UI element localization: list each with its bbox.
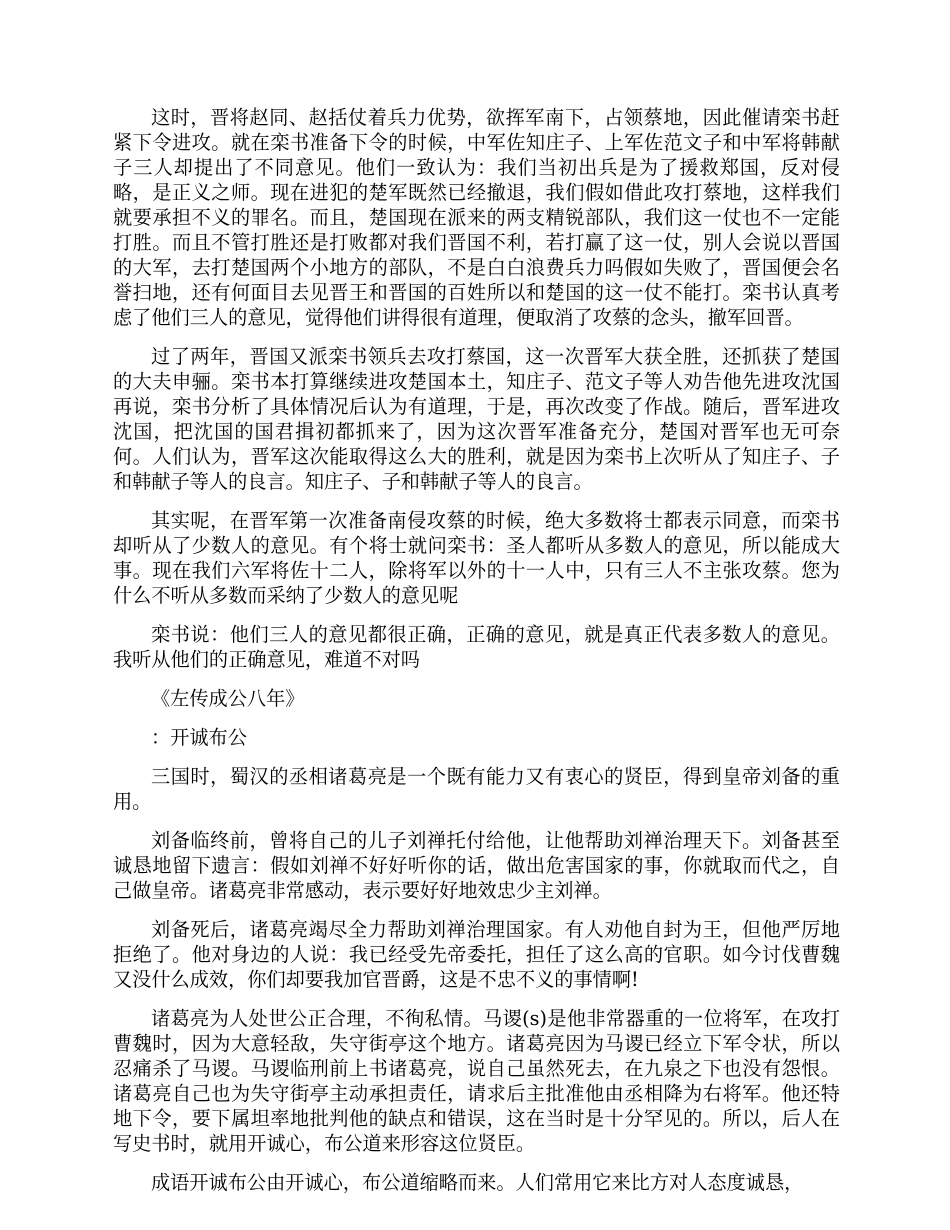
paragraph-7: 刘备死后，诸葛亮竭尽全力帮助刘禅治理国家。有人劝他自封为王，但他严厉地拒绝了。他对身边的人说：我已经受先帝委托，担任了这么高的官职。如今讨伐曹魏又没什么成效，你们却要我加官晋爵，这是不忠不义的事情啊! bbox=[113, 918, 840, 991]
paragraph-1: 这时，晋将赵同、赵括仗着兵力优势，欲挥军南下，占领蔡地，因此催请栾书赶紧下令进攻。就在栾书准备下令的时候，中军佐知庄子、上军佐范文子和中军将韩献子三人却提出了不同意见。他们一致认为：我们当初出兵是为了援救郑国，反对侵略，是正义之师。现在进犯的楚军既然已经撤退，我们假如借此攻打蔡地，这样我们就要承担不义的罪名。而且，楚国现在派来的两支精锐部队，我们这一仗也不一定能打胜。而且不管打胜还是打败都对我们晋国不利，若打赢了这一仗，别人会说以晋国的大军，去打楚国两个小地方的部队，不是白白浪费兵力吗假如失败了，晋国便会名誉扫地，还有何面目去见晋王和晋国的百姓所以和楚国的这一仗不能打。栾书认真考虑了他们三人的意见，觉得他们讲得很有道理，便取消了攻蔡的念头，撤军回晋。 bbox=[113, 106, 840, 329]
paragraph-6: 刘备临终前，曾将自己的儿子刘禅托付给他，让他帮助刘禅治理天下。刘备甚至诚恳地留下遗言：假如刘禅不好好听你的话，做出危害国家的事，你就取而代之，自己做皇帝。诸葛亮非常感动，表示要好好地效忠少主刘禅。 bbox=[113, 829, 840, 902]
section-heading: ：开诚布公 bbox=[151, 726, 247, 749]
paragraph-9: 成语开诚布公由开诚心，布公道缩略而来。人们常用它来比方对人态度诚恳， bbox=[151, 1171, 804, 1194]
paragraph-4: 栾书说：他们三人的意见都很正确，正确的意见，就是真正代表多数人的意见。我听从他们的正确意见，难道不对吗 bbox=[113, 623, 840, 671]
paragraph-8: 诸葛亮为人处世公正合理，不徇私情。马谡(s)是他非常器重的一位将军，在攻打曹魏时，因为大意轻敌，失守街亭这个地方。诸葛亮因为马谡已经立下军令状，所以忍痛杀了马谡。马谡临刑前上书诸葛亮，说自己虽然死去，在九泉之下也没有怨恨。诸葛亮自己也为失守街亭主动承担责任，请求后主批准他由丞相降为右将军。他还特地下令，要下属坦率地批判他的缺点和错误，这在当时是十分罕见的。所以，后人在写史书时，就用开诚心，布公道来形容这位贤臣。 bbox=[113, 1007, 840, 1155]
document-body bbox=[113, 105, 840, 1209]
source-citation: 《左传成公八年》 bbox=[151, 687, 305, 710]
paragraph-2: 过了两年，晋国又派栾书领兵去攻打蔡国，这一次晋军大获全胜，还抓获了楚国的大夫申骊。栾书本打算继续进攻楚国本土，知庄子、范文子等人劝告他先进攻沈国再说，栾书分析了具体情况后认为有道理，于是，再次改变了作战。随后，晋军进攻沈国，把沈国的国君揖初都抓来了，因为这次晋军准备充分，楚国对晋军也无可奈何。人们认为，晋军这次能取得这么大的胜利，就是因为栾书上次听从了知庄子、子和韩献子等人的良言。知庄子、子和韩献子等人的良言。 bbox=[113, 345, 840, 493]
paragraph-3: 其实呢，在晋军第一次准备南侵攻蔡的时候，绝大多数将士都表示同意，而栾书却听从了少数人的意见。有个将士就问栾书：圣人都听从多数人的意见，所以能成大事。现在我们六军将佐十二人，除将军以外的十一人中，只有三人不主张攻蔡。您为什么不听从多数而采纳了少数人的意见呢 bbox=[113, 509, 840, 607]
paragraph-5: 三国时，蜀汉的丞相诸葛亮是一个既有能力又有衷心的贤臣，得到皇帝刘备的重用。 bbox=[113, 765, 840, 813]
